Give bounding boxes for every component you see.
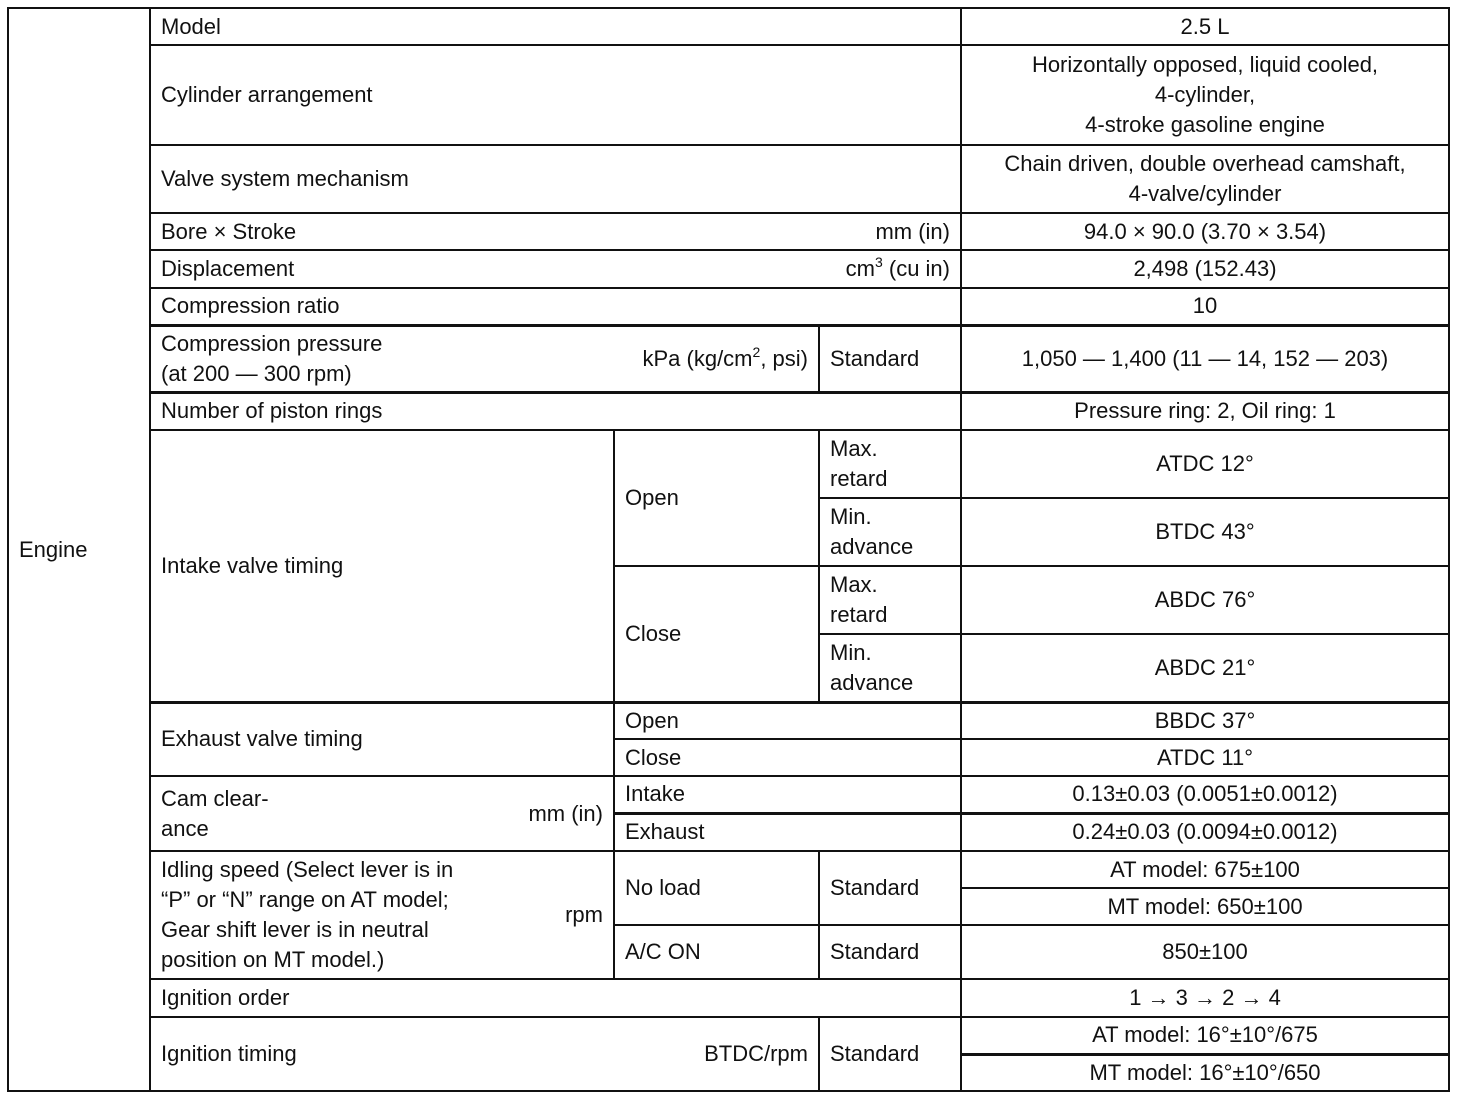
model-label: Model: [150, 8, 961, 45]
model-value: 2.5 L: [961, 8, 1449, 45]
intake-open-label: Open: [614, 430, 819, 566]
ignition-timing-cell: [150, 1017, 819, 1091]
valve-system-value-line: 4-valve/cylinder: [1128, 181, 1282, 206]
intake-close-label: Close: [614, 566, 819, 702]
compression-pressure-value: 1,050 — 1,400 (11 — 14, 152 — 203): [961, 325, 1449, 392]
ignition-order-value: 1 → 3 → 2 → 4: [961, 979, 1449, 1017]
idling-speed-cell: [150, 851, 614, 979]
bore-stroke-cell: [150, 213, 961, 250]
idle-mt-value: MT model: 650±100: [961, 888, 1449, 925]
idle-ac-on-label: A/C ON: [614, 925, 819, 979]
ignition-timing-unit: BTDC/rpm: [704, 1041, 808, 1066]
compression-pressure-unit: kPa ($kg/cm^2$, psi): [642, 343, 808, 371]
exhaust-open-label: Open: [614, 702, 961, 739]
compression-ratio-label: Compression ratio: [150, 288, 961, 325]
intake-close-max-retard-value: ABDC 76°: [961, 566, 1449, 634]
cylinder-value-line: 4-cylinder,: [1154, 82, 1256, 107]
valve-system-label: Valve system mechanism: [150, 145, 961, 213]
exhaust-timing-label: Exhaust valve timing: [150, 702, 614, 776]
engine-label: Engine: [19, 536, 88, 562]
idle-at-value: AT model: 675±100: [961, 851, 1449, 888]
cam-clearance-unit: mm (in): [528, 800, 603, 826]
intake-timing-label: Intake valve timing: [150, 430, 614, 702]
idling-speed-unit: rpm: [565, 902, 603, 927]
cylinder-arrangement-value: [961, 45, 1449, 145]
compression-ratio-value: 10: [961, 288, 1449, 325]
intake-open-min-advance-value: BTDC 43°: [961, 498, 1449, 566]
cam-clearance-cell: [150, 776, 614, 851]
cylinder-arrangement-label: Cylinder arrangement: [150, 45, 961, 145]
engine-spec-table: [7, 7, 1450, 1092]
bore-stroke-label: Bore × Stroke: [161, 218, 297, 244]
idle-ac-value: 850±100: [961, 925, 1449, 979]
displacement-unit: $cm^3$ (cu in): [845, 254, 950, 281]
displacement-value: 2,498 (152.43): [961, 250, 1449, 288]
cylinder-value-line: Horizontally opposed, liquid cooled,: [1031, 52, 1379, 77]
intake-open-max-retard-label: Max. retard: [819, 430, 961, 498]
valve-system-value-line: Chain driven, double overhead camshaft,: [1004, 151, 1406, 176]
exhaust-close-value: ATDC 11°: [961, 739, 1449, 776]
valve-system-value: [961, 145, 1449, 213]
intake-open-min-advance-label: Min. advance: [819, 498, 961, 566]
intake-open-max-retard-value: ATDC 12°: [961, 430, 1449, 498]
idle-ac-condition: Standard: [819, 925, 961, 979]
compression-pressure-cell: [150, 325, 819, 392]
cylinder-value-line: 4-stroke gasoline engine: [1085, 112, 1325, 137]
cam-intake-value: 0.13±0.03 (0.0051±0.0012): [961, 776, 1449, 813]
ignition-at-value: AT model: 16°±10°/675: [961, 1017, 1449, 1054]
exhaust-open-value: BBDC 37°: [961, 702, 1449, 739]
compression-pressure-label: Compression pressure (at 200 — 300 rpm): [161, 330, 383, 386]
ignition-timing-label: Ignition timing: [161, 1041, 297, 1066]
intake-close-min-advance-label: Min. advance: [819, 634, 961, 702]
bore-stroke-unit: mm (in): [875, 218, 950, 244]
ignition-mt-value: MT model: 16°±10°/650: [961, 1054, 1449, 1091]
ignition-order-label: Ignition order: [150, 979, 961, 1017]
idle-no-load-condition: Standard: [819, 851, 961, 925]
engine-category-cell: [8, 8, 150, 1091]
cam-clearance-label: Cam clear- ance: [161, 785, 269, 841]
cam-intake-label: Intake: [614, 776, 961, 813]
idling-speed-label: Idling speed (Select lever is in “P” or “N” range on AT model; Gear shift lever is in neutral position on MT model.): [161, 857, 454, 972]
intake-close-max-retard-label: Max. retard: [819, 566, 961, 634]
bore-stroke-value: 94.0 × 90.0 (3.70 × 3.54): [961, 213, 1449, 250]
intake-close-min-advance-value: ABDC 21°: [961, 634, 1449, 702]
exhaust-close-label: Close: [614, 739, 961, 776]
piston-rings-value: Pressure ring: 2, Oil ring: 1: [961, 392, 1449, 430]
displacement-cell: [150, 250, 961, 288]
ignition-timing-condition: Standard: [819, 1017, 961, 1091]
compression-pressure-condition: Standard: [819, 325, 961, 392]
piston-rings-label: Number of piston rings: [150, 392, 961, 430]
cam-exhaust-label: Exhaust: [614, 813, 961, 851]
displacement-label: Displacement: [161, 256, 295, 281]
idle-no-load-label: No load: [614, 851, 819, 925]
cam-exhaust-value: 0.24±0.03 (0.0094±0.0012): [961, 813, 1449, 851]
